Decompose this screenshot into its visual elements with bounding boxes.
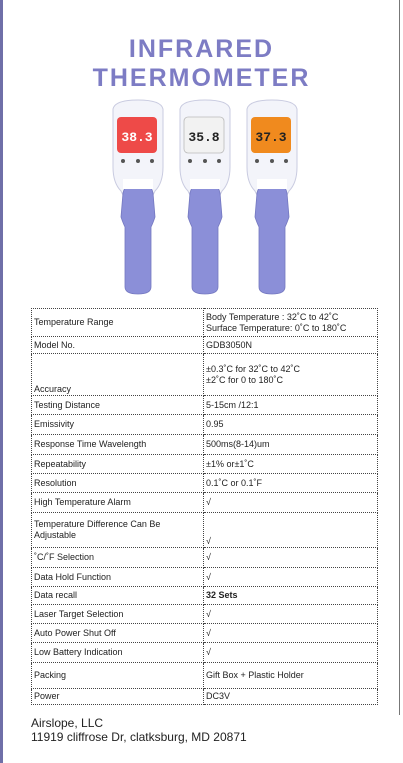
spec-row — [32, 568, 378, 587]
thermometer-image-orange — [237, 97, 307, 297]
thermometer-handle — [188, 183, 222, 294]
spec-label: Laser Target Selection — [32, 605, 204, 624]
spec-row — [32, 396, 378, 415]
spec-label: Data recall — [32, 587, 204, 605]
spec-row — [32, 624, 378, 643]
thermometer-handle — [121, 183, 155, 294]
check-mark-icon: √ — [204, 605, 378, 624]
spec-row — [32, 435, 378, 455]
spec-value: 32 Sets — [204, 587, 378, 605]
spec-label: Temperature Range — [32, 309, 204, 337]
spec-label: Low Battery Indication — [32, 643, 204, 663]
thermometer-reading: 37.3 — [255, 130, 287, 145]
spec-value: GDB3050N — [204, 337, 378, 354]
thermometer-image-red — [103, 97, 173, 297]
spec-table — [31, 308, 378, 705]
spec-row — [32, 474, 378, 493]
spec-label: Auto Power Shut Off — [32, 624, 204, 643]
spec-label: ˚C/˚F Selection — [32, 548, 204, 568]
check-mark-icon: √ — [204, 493, 378, 513]
spec-value: Gift Box + Plastic Holder — [204, 663, 378, 689]
company-address: 11919 cliffrose Dr, clatksburg, MD 20871 — [31, 730, 247, 744]
spec-label: Emissivity — [32, 415, 204, 435]
spec-row — [32, 415, 378, 435]
spec-value: 0.95 — [204, 415, 378, 435]
company-name: Airslope, LLC — [31, 716, 104, 730]
spec-value: Body Temperature : 32˚C to 42˚C Surface Temperature: 0˚C to 180˚C — [204, 309, 378, 337]
thermometer-reading: 35.8 — [188, 130, 220, 145]
spec-row — [32, 309, 378, 337]
spec-label: Repeatability — [32, 455, 204, 474]
spec-row — [32, 605, 378, 624]
check-mark-icon: √ — [204, 513, 378, 548]
spec-value: ±0.3˚C for 32˚C to 42˚C ±2˚C for 0 to 180˚C — [204, 354, 378, 396]
spec-label: Resolution — [32, 474, 204, 493]
spec-value: 500ms(8-14)um — [204, 435, 378, 455]
spec-row — [32, 689, 378, 705]
spec-label: Testing Distance — [32, 396, 204, 415]
spec-value: DC3V — [204, 689, 378, 705]
spec-label: Packing — [32, 663, 204, 689]
spec-label: Response Time Wavelength — [32, 435, 204, 455]
thermometer-handle — [255, 183, 289, 294]
title-line-2: THERMOMETER — [92, 64, 311, 92]
spec-row — [32, 493, 378, 513]
spec-value: 0.1˚C or 0.1˚F — [204, 474, 378, 493]
spec-value: 5-15cm /12:1 — [204, 396, 378, 415]
spec-row — [32, 455, 378, 474]
thermometer-reading: 38.3 — [121, 130, 153, 145]
spec-label: Data Hold Function — [32, 568, 204, 587]
thermometer-images — [0, 97, 403, 297]
spec-row — [32, 354, 378, 396]
check-mark-icon: √ — [204, 643, 378, 663]
check-mark-icon: √ — [204, 624, 378, 643]
spec-label: Model No. — [32, 337, 204, 354]
spec-value: ±1% or±1˚C — [204, 455, 378, 474]
spec-label: Power — [32, 689, 204, 705]
spec-row — [32, 548, 378, 568]
check-mark-icon: √ — [204, 548, 378, 568]
thermometer-image-white — [170, 97, 240, 297]
title-line-1: INFRARED — [128, 35, 275, 63]
spec-row — [32, 643, 378, 663]
spec-label: Temperature Difference Can Be Adjustable — [32, 513, 204, 548]
check-mark-icon: √ — [204, 568, 378, 587]
footer-address-block — [31, 716, 247, 744]
spec-label: Accuracy — [32, 354, 204, 396]
spec-label: High Temperature Alarm — [32, 493, 204, 513]
spec-row — [32, 337, 378, 354]
spec-row — [32, 663, 378, 689]
spec-row — [32, 587, 378, 605]
spec-row — [32, 513, 378, 548]
